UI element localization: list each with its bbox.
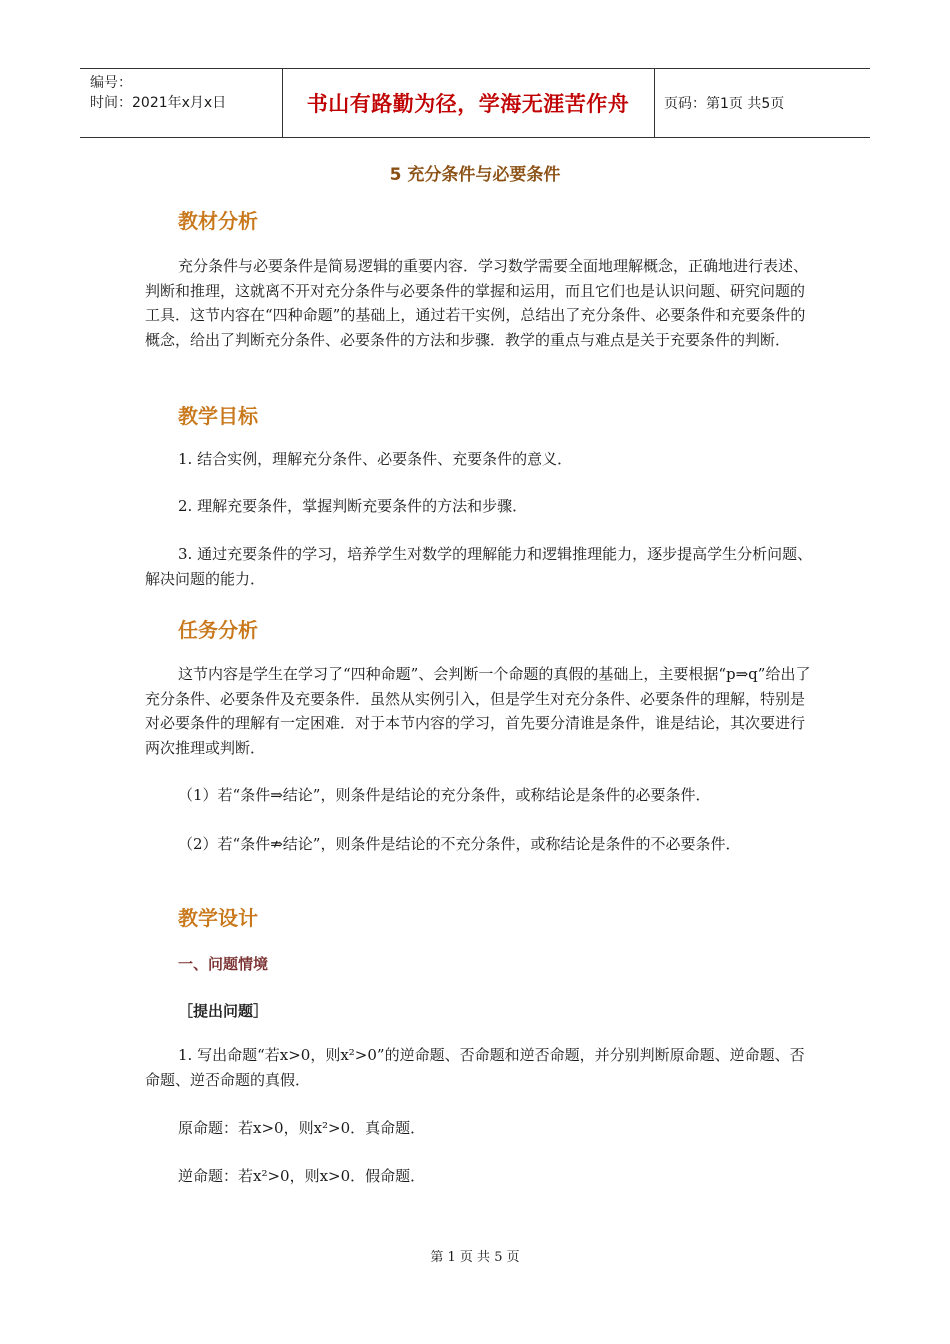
section-heading: 教材分析 — [178, 209, 258, 233]
question-item: 1. 写出命题“若x>0，则x²>0”的逆命题、否命题和逆否命题，并分别判断原命题、逆命题、否命题、逆否命题的真假． — [145, 1046, 805, 1089]
goal-item: 3. 通过充要条件的学习，培养学生对数学的理解能力和逻辑推理能力，逐步提高学生分析问题、解决问题的能力． — [145, 545, 813, 588]
header-meta — [90, 73, 226, 113]
subsection-label: ［提出问题］ — [178, 1002, 269, 1020]
goal-item: 1. 结合实例，理解充分条件、必要条件、充要条件的意义． — [178, 450, 573, 468]
section-heading: 教学目标 — [178, 404, 258, 428]
header-divider — [654, 69, 655, 137]
subsection-heading: 一、问题情境 — [178, 955, 269, 973]
header-motto: 书山有路勤为径，学海无涯苦作舟 — [306, 92, 630, 116]
document-header — [80, 68, 870, 138]
answer-item: 逆命题：若x²>0，则x>0．假命题． — [178, 1167, 426, 1185]
section-heading: 教学设计 — [178, 906, 258, 930]
answer-item: 原命题：若x>0，则x²>0．真命题． — [178, 1119, 426, 1137]
section-heading: 任务分析 — [178, 618, 258, 642]
paragraph: 这节内容是学生在学习了“四种命题”、会判断一个命题的真假的基础上，主要根据“p⇒q”给出了充分条件、必要条件及充要条件．虽然从实例引入，但是学生对充分条件、必要条件的理解，特别是对必要条件的理解有一定困难．对于本节内容的学习，首先要分清谁是条件，谁是结论，其次要进行两次推理或判断． — [145, 665, 811, 757]
page-footer: 第 1 页 共 5 页 — [430, 1250, 520, 1265]
number-label: 编号： — [90, 75, 132, 91]
condition-item: （1）若“条件⇒结论”，则条件是结论的充分条件，或称结论是条件的必要条件． — [178, 786, 711, 804]
document-title: 5 充分条件与必要条件 — [389, 165, 561, 185]
paragraph: 充分条件与必要条件是简易逻辑的重要内容．学习数学需要全面地理解概念，正确地进行表述、判断和推理，这就离不开对充分条件与必要条件的掌握和运用，而且它们也是认识问题、研究问题的工具．这节内容在“四种命题”的基础上，通过若干实例，总结出了充分条件、必要条件和充要条件的概念，给出了判断充分条件、必要条件的方法和步骤．教学的重点与难点是关于充要条件的判断． — [145, 257, 809, 349]
condition-item: （2）若“条件⇏结论”，则条件是结论的不充分条件，或称结论是条件的不必要条件． — [178, 835, 741, 853]
goal-item: 2. 理解充要条件，掌握判断充要条件的方法和步骤． — [178, 497, 528, 515]
time-label: 时间：2021年x月x日 — [90, 95, 227, 111]
header-page-info: 页码：第1页 共5页 — [664, 96, 785, 112]
